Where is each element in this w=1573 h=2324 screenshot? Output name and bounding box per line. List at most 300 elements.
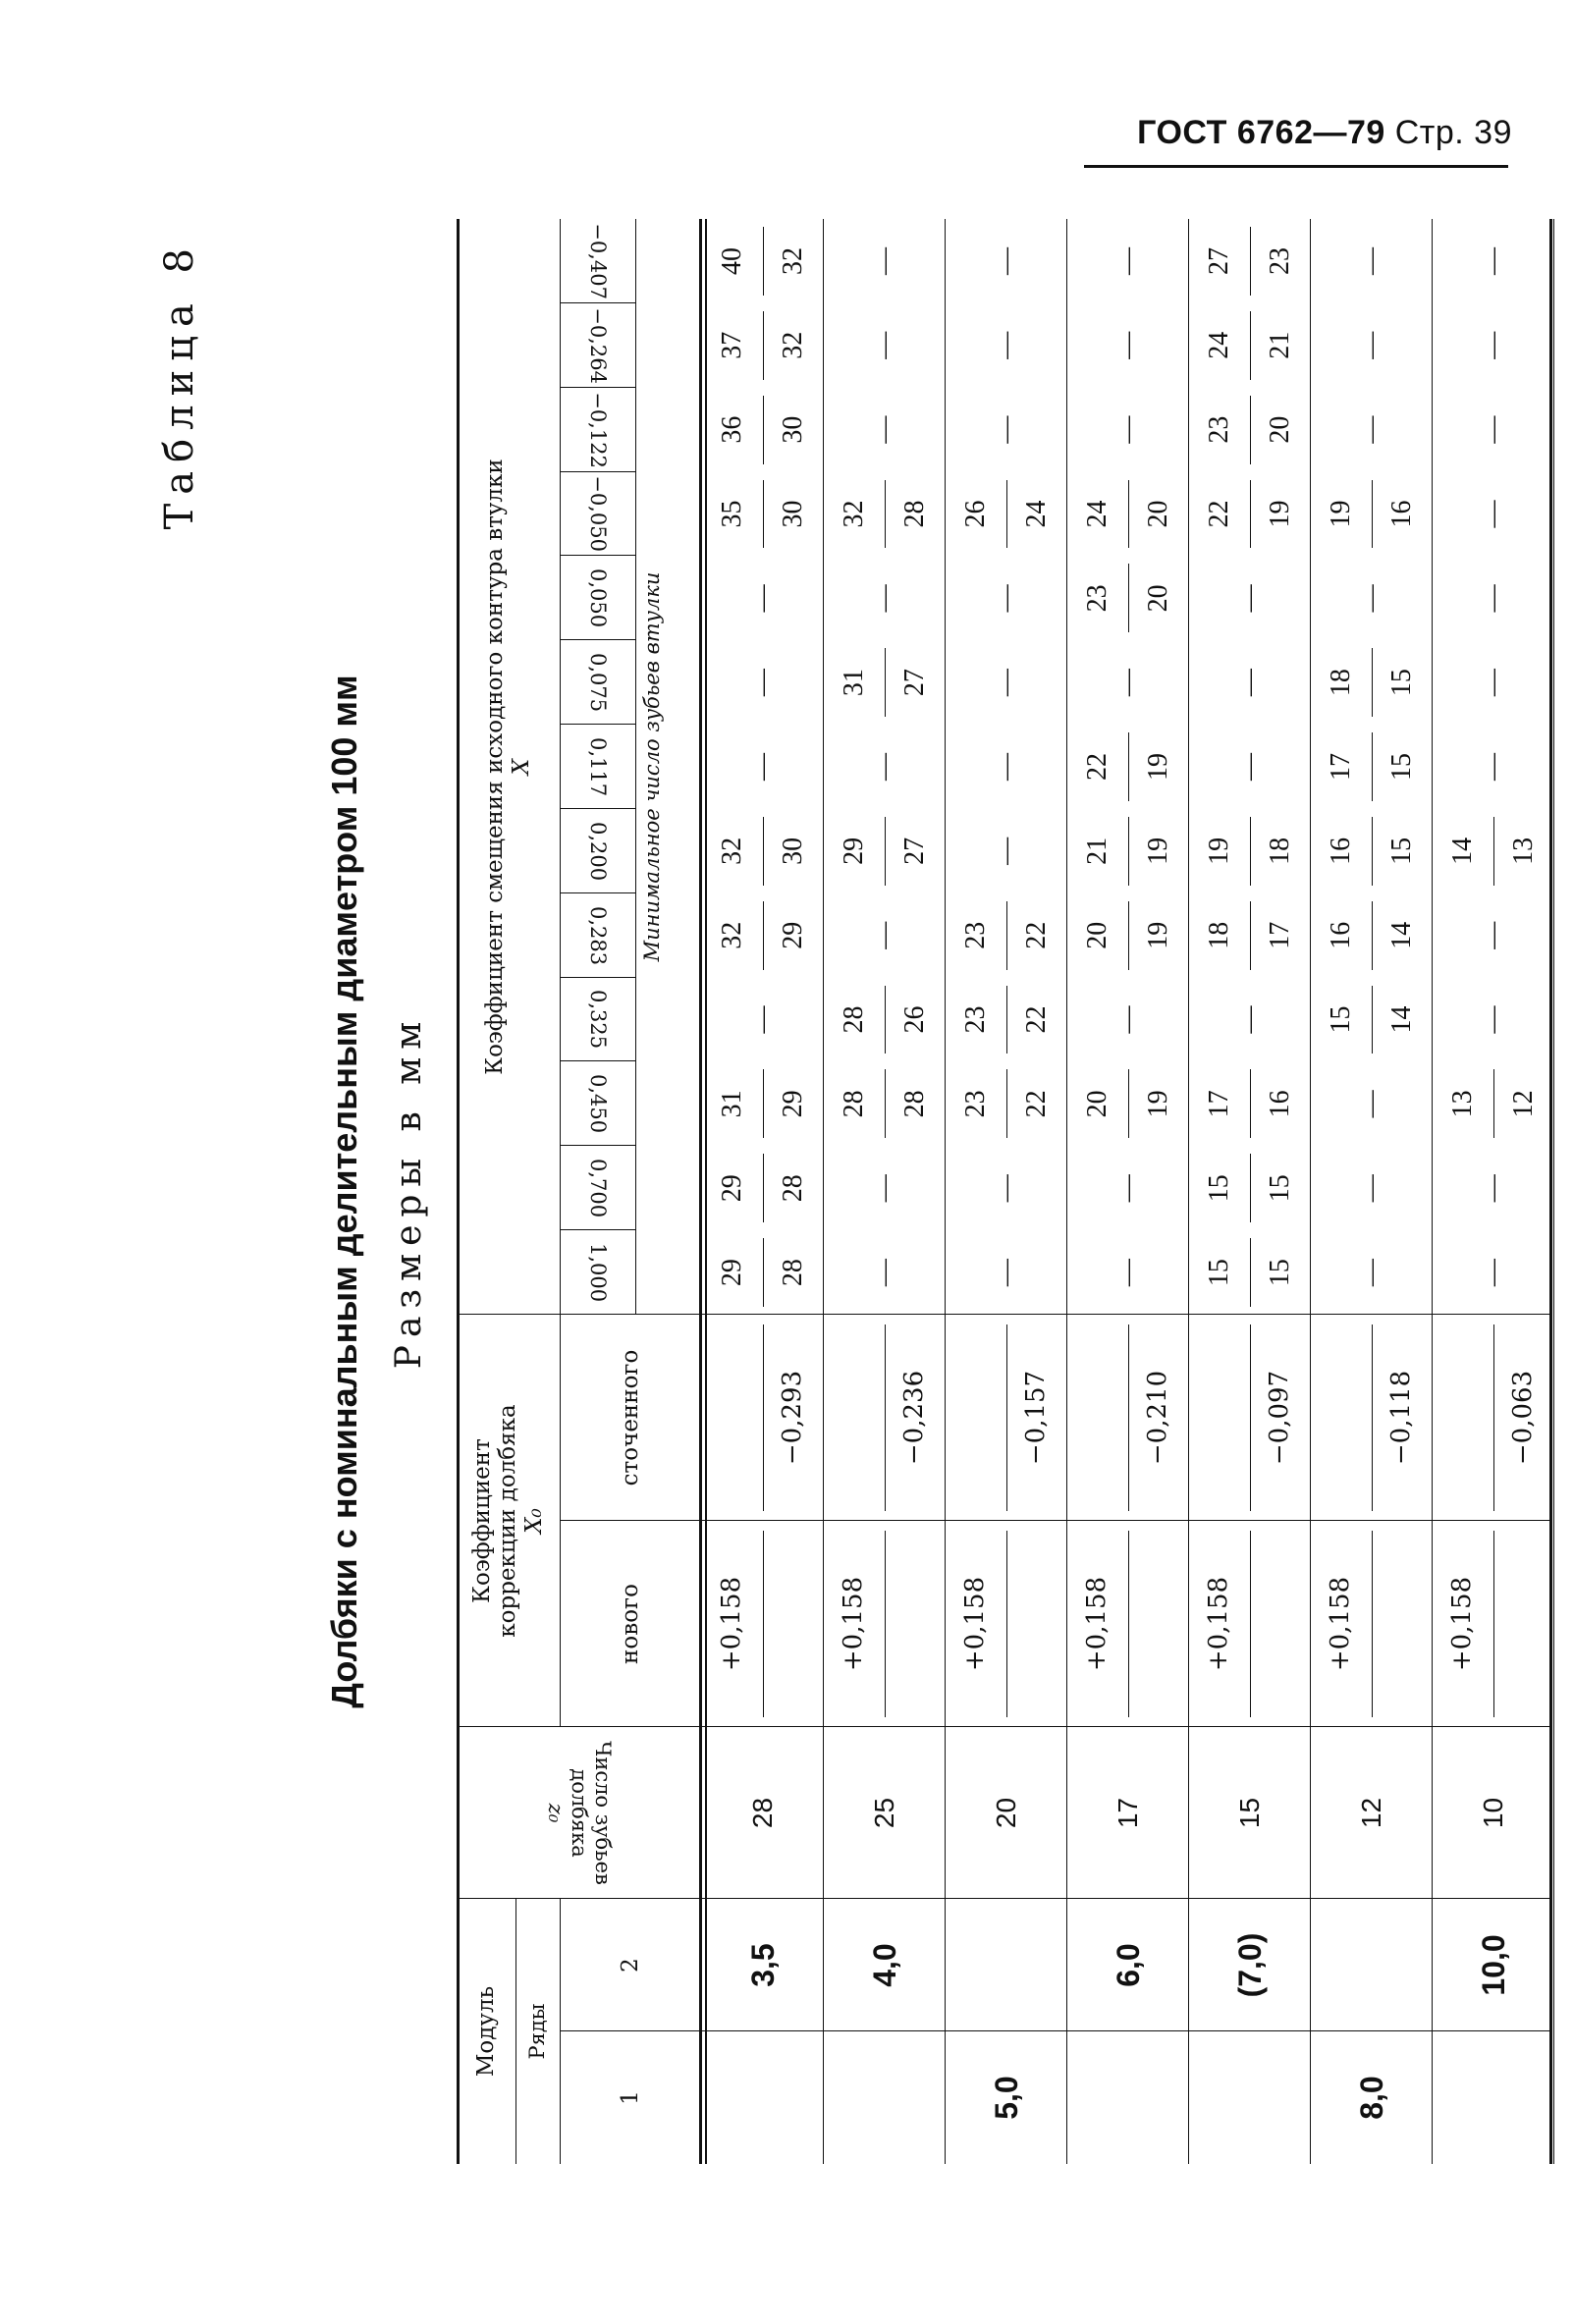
min-teeth-dash (824, 1146, 946, 1230)
cutter-ground (1250, 1315, 1311, 1521)
min-teeth-dash-text: — (1112, 669, 1143, 697)
cutter-split (885, 1531, 886, 1717)
min-teeth-dash (1311, 219, 1433, 303)
cell-split (763, 227, 764, 296)
min-teeth-value (1067, 725, 1128, 809)
min-teeth-dash-text: — (868, 246, 899, 275)
min-teeth-value-text: 14 (1446, 837, 1478, 865)
min-teeth-value-text: 19 (1142, 753, 1173, 782)
min-teeth-value-text: 32 (716, 921, 747, 949)
x-column-rule (560, 977, 635, 978)
min-teeth-value (1250, 219, 1311, 303)
min-teeth-value-text: 12 (1507, 1090, 1539, 1118)
min-teeth-dash-text: — (990, 669, 1021, 697)
min-teeth-dash (824, 725, 946, 809)
min-teeth-dash-text: — (1477, 753, 1508, 782)
min-teeth-dash-text: — (990, 1259, 1021, 1287)
cell-split (763, 480, 764, 549)
cell-split (885, 1069, 886, 1138)
min-teeth-value-text: 27 (1203, 246, 1234, 275)
min-teeth-dash (1433, 388, 1554, 472)
min-teeth-value (702, 1061, 763, 1146)
row2-header (560, 1899, 702, 2031)
cell-split (885, 480, 886, 549)
min-teeth-value-text: 22 (1020, 921, 1052, 949)
min-teeth-dash (946, 556, 1067, 640)
min-teeth-value-text: 22 (1020, 1005, 1052, 1034)
cell-split (885, 986, 886, 1054)
cell-split (763, 901, 764, 970)
x-value-header-text: −0,407 (585, 223, 610, 299)
min-teeth-dash-text: — (1112, 1174, 1143, 1203)
min-teeth-dash (1189, 640, 1311, 725)
x-column-rule (560, 724, 635, 725)
teeth-header-label: Число зубьев долбяка (568, 1741, 616, 1885)
module-row2 (702, 1899, 824, 2031)
teeth-count-text: 10 (1477, 1797, 1508, 1829)
x-value-header (560, 640, 635, 725)
cell-split (1006, 901, 1007, 970)
min-teeth-dash-text: — (1477, 921, 1508, 949)
min-teeth-value (702, 1146, 763, 1230)
teeth-count (1067, 1727, 1189, 1899)
min-teeth-dash (1311, 303, 1433, 388)
min-teeth-value (1311, 472, 1372, 557)
min-teeth-dash-text: — (746, 753, 778, 782)
cell-split (1250, 1238, 1251, 1307)
min-teeth-dash-text: — (1477, 500, 1508, 528)
min-teeth-dash (824, 1230, 946, 1315)
table-frame-bottom (1549, 219, 1552, 2164)
min-teeth-dash (824, 388, 946, 472)
teeth-count (946, 1727, 1067, 1899)
teeth-count (1189, 1727, 1311, 1899)
cell-split (1250, 817, 1251, 886)
min-teeth-value (824, 978, 885, 1062)
min-teeth-label: Минимальное число зубьев втулки (639, 571, 664, 962)
min-teeth-value-text: 28 (777, 1259, 808, 1287)
min-teeth-dash (702, 640, 824, 725)
cell-split (763, 311, 764, 380)
module-row2-text: 10,0 (1475, 1934, 1511, 1996)
min-teeth-dash-text: — (1355, 331, 1386, 359)
cutter-ground-text: −0,236 (899, 1370, 930, 1466)
module-row1 (1433, 2031, 1554, 2164)
module-row1 (824, 2031, 946, 2164)
teeth-count (702, 1727, 824, 1899)
min-teeth-value (1067, 809, 1128, 893)
min-teeth-value-text: 13 (1446, 1090, 1478, 1118)
min-teeth-value-text: 20 (1142, 584, 1173, 613)
x-value-header (560, 219, 635, 303)
module-row2-text: 3,5 (744, 1943, 781, 1987)
min-teeth-value (946, 472, 1006, 557)
cutter-new-text: +0,158 (717, 1576, 747, 1672)
min-teeth-value-text: 18 (1264, 837, 1295, 865)
cutter-ground-text: −0,097 (1265, 1370, 1295, 1466)
min-teeth-dash (946, 388, 1067, 472)
min-teeth-value (763, 1061, 824, 1146)
min-teeth-value (763, 893, 824, 978)
cell-split (1128, 817, 1129, 886)
min-teeth-value (885, 1061, 946, 1146)
rows-header (515, 1899, 560, 2164)
x-value-header-text: 0,700 (585, 1159, 610, 1218)
cutter-ground-text: −0,063 (1508, 1370, 1539, 1466)
min-teeth-dash (1067, 978, 1189, 1062)
cell-split (1128, 1069, 1129, 1138)
x-value-header (560, 303, 635, 388)
x-value-header (560, 1061, 635, 1146)
x-row-rule (635, 219, 636, 1315)
min-teeth-dash (1311, 1146, 1433, 1230)
min-teeth-dash-text: — (746, 584, 778, 613)
min-teeth-value-text: 30 (777, 415, 808, 444)
min-teeth-value (1189, 893, 1250, 978)
min-teeth-dash-text: — (1112, 246, 1143, 275)
cutter-new-text: +0,158 (1447, 1576, 1478, 1672)
min-teeth-dash-text: — (1233, 669, 1265, 697)
min-teeth-value (946, 1061, 1006, 1146)
cell-split (1128, 901, 1129, 970)
min-teeth-dash-text: — (1233, 584, 1265, 613)
min-teeth-value-text: 13 (1507, 837, 1539, 865)
cell-split (763, 817, 764, 886)
rows-sub-rule (560, 1899, 561, 2164)
x-value-header (560, 893, 635, 978)
min-teeth-value-text: 29 (716, 1174, 747, 1203)
min-teeth-dash (1067, 640, 1189, 725)
min-teeth-value (1311, 893, 1372, 978)
x-value-header-text: 0,200 (585, 821, 610, 881)
ground-header-label: сточенного (618, 1349, 644, 1486)
x-column-rule (560, 892, 635, 893)
min-teeth-value (763, 219, 824, 303)
min-teeth-dash (946, 219, 1067, 303)
min-teeth-value (1006, 472, 1067, 557)
column-rule (560, 2030, 1552, 2031)
cell-split (885, 648, 886, 717)
cutter-new (1311, 1521, 1372, 1727)
ground-header (560, 1315, 702, 1521)
min-teeth-value (1067, 472, 1128, 557)
cutter-ground (763, 1315, 824, 1521)
min-teeth-dash-text: — (1112, 415, 1143, 444)
cutter-ground-text: −0,157 (1021, 1370, 1052, 1466)
min-teeth-dash-text: — (990, 246, 1021, 275)
teeth-count-text: 17 (1112, 1797, 1143, 1829)
min-teeth-dash-text: — (1355, 246, 1386, 275)
min-teeth-value (1433, 1061, 1493, 1146)
cell-split (1006, 986, 1007, 1054)
min-teeth-value-text: 15 (1385, 669, 1417, 697)
cell-split (1372, 732, 1373, 801)
cell-split (1250, 1154, 1251, 1222)
header-bottom (699, 219, 702, 2164)
min-teeth-dash (1433, 1230, 1554, 1315)
bush-coef-label: Коэффициент смещения исходного контура втулки (482, 459, 509, 1075)
min-teeth-value (1433, 809, 1493, 893)
module-sub-rule (515, 1899, 516, 2164)
min-teeth-dash-text: — (1355, 584, 1386, 613)
x-value-header-text: 1,000 (585, 1243, 610, 1303)
min-teeth-value (763, 1146, 824, 1230)
x-value-header-text: 0,050 (585, 568, 610, 628)
min-teeth-value (1250, 388, 1311, 472)
cutter-new (824, 1521, 885, 1727)
x-column-rule (560, 639, 635, 640)
min-teeth-header (635, 219, 669, 1315)
min-teeth-value-text: 15 (1203, 1174, 1234, 1203)
min-teeth-value (1189, 1061, 1250, 1146)
cutter-new (1433, 1521, 1493, 1727)
column-rule (560, 1520, 1552, 1521)
cutter-new (1067, 1521, 1128, 1727)
min-teeth-value-text: 20 (1081, 921, 1112, 949)
min-teeth-value-text: 21 (1081, 837, 1112, 865)
min-teeth-value-text: 21 (1264, 331, 1295, 359)
min-teeth-value-text: 32 (777, 246, 808, 275)
min-teeth-value-text: 24 (1203, 331, 1234, 359)
cell-split (1372, 648, 1373, 717)
min-teeth-dash (946, 1230, 1067, 1315)
min-teeth-value (1067, 893, 1128, 978)
min-teeth-dash-text: — (1477, 1259, 1508, 1287)
page-header (1137, 114, 1512, 152)
module-row2 (1433, 1899, 1554, 2031)
cell-split (1128, 480, 1129, 549)
cutter-split (1250, 1531, 1251, 1717)
cutter-new-text: +0,158 (1326, 1576, 1356, 1672)
min-teeth-dash (1433, 303, 1554, 388)
module-row1 (946, 2031, 1067, 2164)
min-teeth-value (1311, 809, 1372, 893)
min-teeth-dash (1189, 556, 1311, 640)
min-teeth-value-text: 32 (838, 500, 869, 528)
x-value-header-text: −0,264 (585, 306, 610, 384)
min-teeth-dash (824, 893, 946, 978)
min-teeth-dash (1433, 893, 1554, 978)
min-teeth-value-text: 17 (1325, 753, 1356, 782)
min-teeth-value-text: 23 (1203, 415, 1234, 444)
x-value-header (560, 978, 635, 1062)
min-teeth-value-text: 36 (716, 415, 747, 444)
module-row1 (702, 2031, 824, 2164)
column-rule (457, 1898, 1552, 1899)
min-teeth-dash-text: — (990, 753, 1021, 782)
min-teeth-value (1189, 472, 1250, 557)
min-teeth-dash-text: — (1355, 415, 1386, 444)
min-teeth-value (702, 809, 763, 893)
min-teeth-dash (1433, 472, 1554, 557)
min-teeth-value-text: 19 (1264, 500, 1295, 528)
min-teeth-value-text: 28 (898, 500, 930, 528)
module-row2-text: 4,0 (866, 1943, 902, 1987)
min-teeth-value-text: 30 (777, 837, 808, 865)
teeth-count-text: 15 (1233, 1797, 1265, 1829)
min-teeth-value-text: 28 (838, 1090, 869, 1118)
min-teeth-value (1250, 303, 1311, 388)
min-teeth-value (1189, 219, 1250, 303)
min-teeth-value-text: 19 (1142, 1090, 1173, 1118)
cutter-split (1006, 1531, 1007, 1717)
x-value-header-text: −0,122 (585, 391, 610, 468)
min-teeth-dash-text: — (1477, 1005, 1508, 1034)
column-rule (457, 1314, 1552, 1315)
teeth-count (1433, 1727, 1554, 1899)
cell-split (1250, 1069, 1251, 1138)
min-teeth-dash-text: — (868, 1174, 899, 1203)
page-number: Стр. 39 (1394, 114, 1512, 151)
min-teeth-dash (1433, 978, 1554, 1062)
min-teeth-value (1128, 893, 1189, 978)
cell-split (763, 1069, 764, 1138)
min-teeth-dash-text: — (868, 584, 899, 613)
rows-header-label: Ряды (525, 2003, 550, 2060)
min-teeth-value (885, 472, 946, 557)
min-teeth-dash-text: — (1233, 1005, 1265, 1034)
module-row2 (1067, 1899, 1189, 2031)
min-teeth-value (1250, 893, 1311, 978)
cutter-coef-label: Коэффициент коррекции долбяка (468, 1404, 521, 1638)
min-teeth-dash-text: — (990, 415, 1021, 444)
x-column-rule (560, 1060, 635, 1061)
cutter-ground-text: −0,118 (1386, 1370, 1417, 1466)
min-teeth-value (702, 893, 763, 978)
module-row2 (824, 1899, 946, 2031)
min-teeth-value (1128, 556, 1189, 640)
module-row1 (1189, 2031, 1311, 2164)
x-value-header-text: 0,117 (585, 736, 610, 797)
min-teeth-value (1189, 809, 1250, 893)
cell-split (1128, 732, 1129, 801)
x-column-rule (560, 387, 635, 388)
min-teeth-dash (946, 1146, 1067, 1230)
min-teeth-value-text: 23 (1081, 584, 1112, 613)
teeth-count-text: 20 (990, 1797, 1021, 1829)
min-teeth-value (824, 1061, 885, 1146)
min-teeth-dash-text: — (1477, 584, 1508, 613)
x-column-rule (560, 555, 635, 556)
min-teeth-value (1067, 556, 1128, 640)
min-teeth-value (702, 472, 763, 557)
min-teeth-dash-text: — (868, 415, 899, 444)
min-teeth-value (702, 219, 763, 303)
x-value-header (560, 809, 635, 893)
min-teeth-dash-text: — (1112, 1005, 1143, 1034)
min-teeth-dash-text: — (1477, 669, 1508, 697)
min-teeth-dash-text: — (1355, 1174, 1386, 1203)
min-teeth-value (946, 978, 1006, 1062)
min-teeth-dash (702, 556, 824, 640)
x-value-header-text: 0,450 (585, 1074, 610, 1134)
min-teeth-value (763, 809, 824, 893)
x-value-header-text: 0,075 (585, 653, 610, 713)
min-teeth-dash (1311, 388, 1433, 472)
min-teeth-dash (1067, 303, 1189, 388)
min-teeth-value (1250, 809, 1311, 893)
min-teeth-value-text: 19 (1325, 500, 1356, 528)
header-bottom-2 (705, 219, 707, 2164)
min-teeth-dash (824, 303, 946, 388)
min-teeth-dash (1433, 219, 1554, 303)
min-teeth-dash (702, 978, 824, 1062)
min-teeth-dash (1311, 1230, 1433, 1315)
min-teeth-value-text: 24 (1020, 500, 1052, 528)
cutter-ground (1493, 1315, 1554, 1521)
min-teeth-dash-text: — (990, 584, 1021, 613)
min-teeth-value-text: 31 (838, 669, 869, 697)
min-teeth-dash-text: — (1477, 246, 1508, 275)
table-label: Таблица 8 (157, 240, 202, 530)
min-teeth-value-text: 16 (1325, 837, 1356, 865)
new-header (560, 1521, 702, 1727)
min-teeth-value (702, 388, 763, 472)
min-teeth-value (885, 640, 946, 725)
min-teeth-dash-text: — (1355, 1090, 1386, 1118)
min-teeth-value (1189, 303, 1250, 388)
min-teeth-dash-text: — (1477, 1174, 1508, 1203)
min-teeth-dash-text: — (746, 669, 778, 697)
min-teeth-dash (946, 725, 1067, 809)
min-teeth-dash (1433, 725, 1554, 809)
min-teeth-value-text: 24 (1081, 500, 1112, 528)
min-teeth-value-text: 15 (1264, 1259, 1295, 1287)
min-teeth-dash-text: — (1233, 753, 1265, 782)
module-row2 (1311, 1899, 1433, 2031)
cell-split (1250, 227, 1251, 296)
min-teeth-dash (1311, 556, 1433, 640)
min-teeth-value-text: 31 (716, 1090, 747, 1118)
module-row1 (1067, 2031, 1189, 2164)
x-value-header (560, 1230, 635, 1315)
min-teeth-value-text: 32 (777, 331, 808, 359)
cutter-new-text: +0,158 (1204, 1576, 1234, 1672)
cell-split (763, 396, 764, 464)
row1-header-label: 1 (618, 2090, 644, 2105)
min-teeth-value (946, 893, 1006, 978)
min-teeth-value-text: 19 (1142, 837, 1173, 865)
x-column-rule (560, 808, 635, 809)
min-teeth-value-text: 30 (777, 500, 808, 528)
cell-split (1006, 1069, 1007, 1138)
cutter-ground (1128, 1315, 1189, 1521)
cutter-new-text: +0,158 (960, 1576, 991, 1672)
x-value-header (560, 725, 635, 809)
min-teeth-value-text: 16 (1264, 1090, 1295, 1118)
min-teeth-dash-text: — (868, 1259, 899, 1287)
standard-number: ГОСТ 6762—79 (1137, 114, 1385, 151)
min-teeth-value-text: 14 (1385, 1005, 1417, 1034)
min-teeth-dash (1189, 978, 1311, 1062)
cell-split (1250, 901, 1251, 970)
min-teeth-dash (1433, 640, 1554, 725)
min-teeth-dash (1067, 1146, 1189, 1230)
min-teeth-value-text: 37 (716, 331, 747, 359)
min-teeth-dash-text: — (990, 331, 1021, 359)
min-teeth-value (1250, 1061, 1311, 1146)
min-teeth-value (1372, 809, 1433, 893)
units-caption: Размеры в мм (389, 1013, 429, 1370)
min-teeth-value-text: 29 (716, 1259, 747, 1287)
teeth-count-text: 25 (868, 1797, 899, 1829)
cell-split (1128, 564, 1129, 632)
min-teeth-dash (1433, 1146, 1554, 1230)
module-header (457, 1899, 515, 2164)
min-teeth-dash (824, 556, 946, 640)
min-teeth-value (1372, 978, 1433, 1062)
cell-split (1493, 1069, 1494, 1138)
